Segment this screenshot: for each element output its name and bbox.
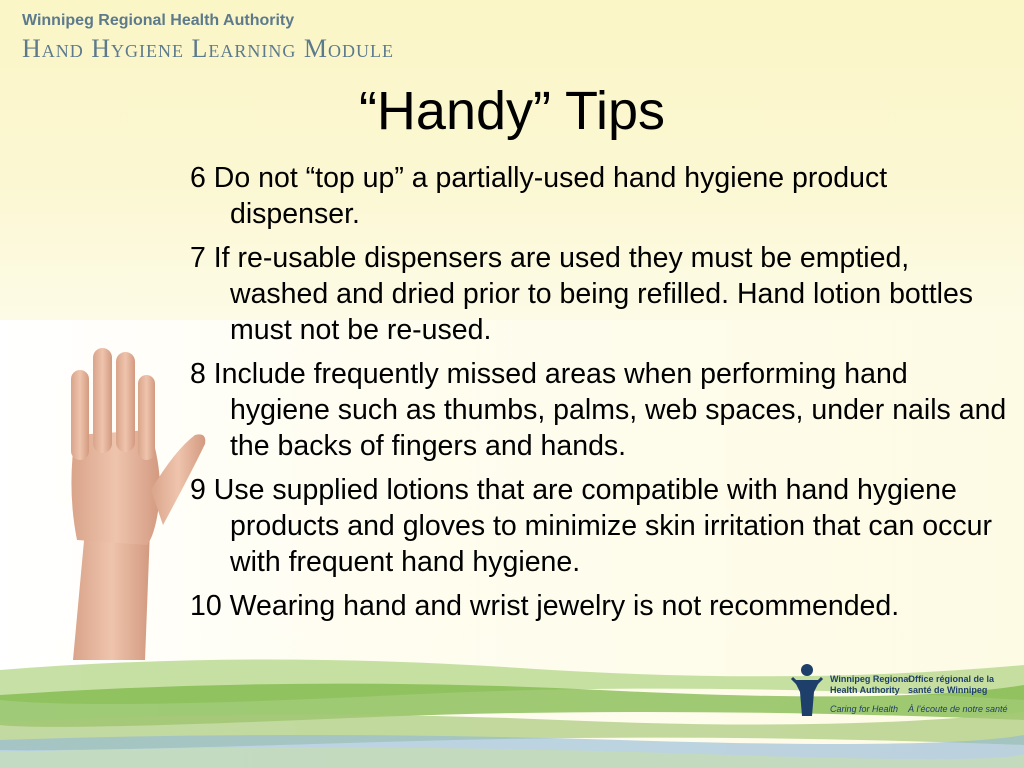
tip-item: 7 If re-usable dispensers are used they must be emptied, washed and dried prior to being refilled. Hand lotion bottles must not be re-used. xyxy=(190,242,974,346)
wrha-figure-icon xyxy=(790,662,824,718)
logo-en-line2: Health Authority xyxy=(830,685,900,695)
logo-en-tagline: Caring for Health xyxy=(830,704,899,714)
tip-item: 6 Do not “top up” a partially-used hand hygiene product dispenser. xyxy=(190,162,888,230)
module-title xyxy=(22,34,394,64)
tip-item: 10 Wearing hand and wrist jewelry is not recommended. xyxy=(190,590,900,622)
module-title-text: Hand Hygiene Learning Module xyxy=(22,34,395,63)
raised-hand-image xyxy=(55,340,215,660)
tips-list xyxy=(190,160,1015,632)
tip-item: 8 Include frequently missed areas when performing hand hygiene such as thumbs, palms, web spaces, under nails and the backs of fingers and hands. xyxy=(190,358,1007,462)
logo-fr-tagline: À l’écoute de notre santé xyxy=(908,704,1008,714)
logo-en-line1: Winnipeg Regional xyxy=(830,674,911,684)
logo-fr-line2: santé de Winnipeg xyxy=(908,685,988,695)
wrha-logo xyxy=(790,662,1010,722)
tip-item: 9 Use supplied lotions that are compatible with hand hygiene products and gloves to minimize skin irritation that can occur with frequent hand hygiene. xyxy=(190,474,992,578)
organization-name: Winnipeg Regional Health Authority xyxy=(22,12,295,29)
slide-title: “Handy” Tips xyxy=(358,81,666,141)
logo-fr-line1: Office régional de la xyxy=(908,674,995,684)
